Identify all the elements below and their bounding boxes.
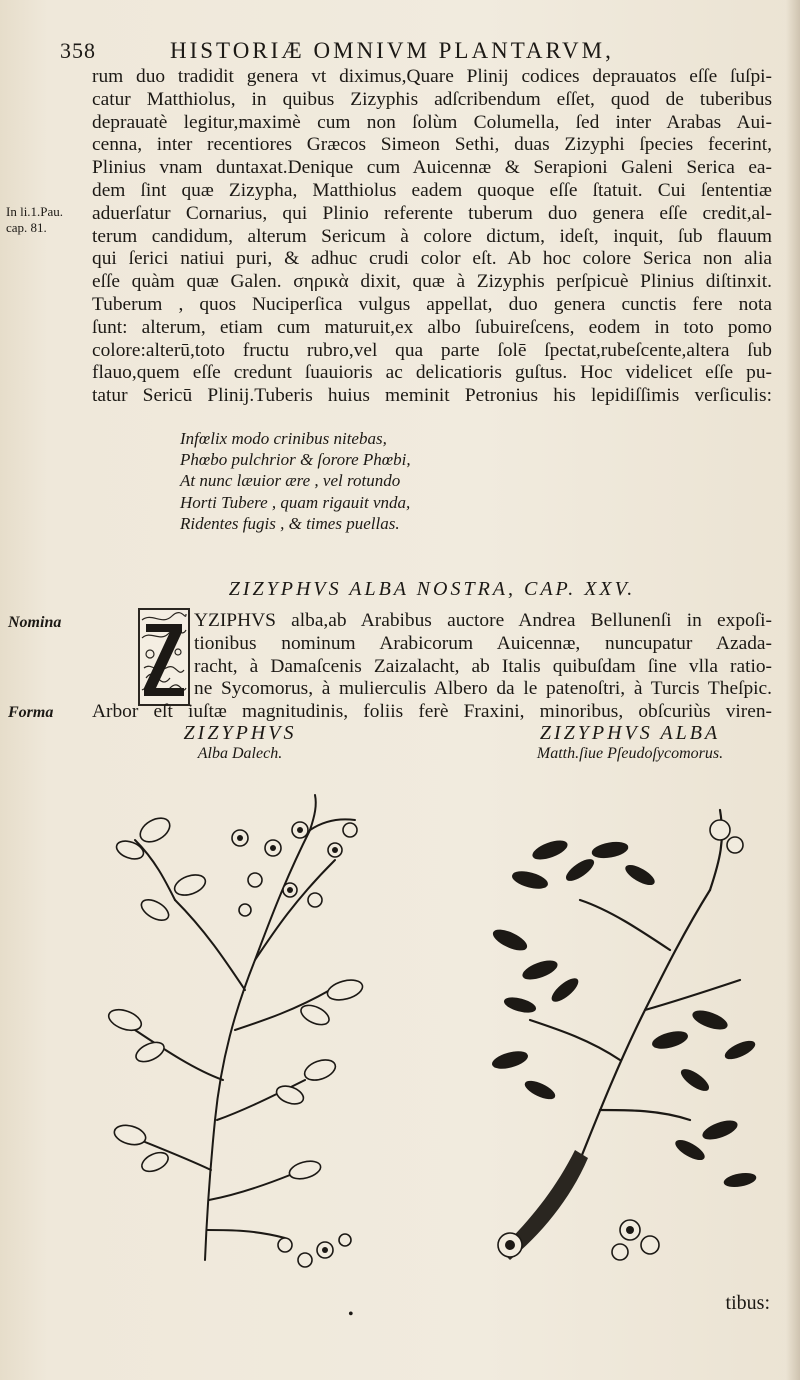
- verse-line: Infœlix modo crinibus nitebas,: [180, 429, 387, 448]
- text-line: terum candidum, alterum Sericum à colore dictum, ideſt, inquit, ſub flauum: [92, 225, 772, 247]
- catchword: tibus:: [725, 1292, 770, 1314]
- text-line: Tuberum , quos Nuciperſica vulgus appellat, duo genera cunctis fere nota: [92, 293, 772, 315]
- text-line: dem ſint quæ Zizypha, Matthiolus eadem quoque eſſe ſtatuit. Cui ſententiæ: [92, 179, 772, 201]
- text-line: tatur Sericū Plinij.Tuberis huius meminit Petronius his lepidiſſimis verſiculis:: [92, 385, 772, 407]
- verse-line: Ridentes fugis , & times puellas.: [180, 513, 400, 533]
- margin-label-nomina: Nomina: [8, 614, 62, 631]
- text-line: colore:alterū,toto fructu rubro,vel qua parte ſolē ſpectat,rubeſcente,altera ſub: [92, 339, 772, 361]
- verse-line: Phœbo pulchrior & ſorore Phœbi,: [180, 450, 411, 470]
- margin-label-forma: Forma: [8, 704, 54, 721]
- margin-citation-line: cap. 81.: [6, 220, 47, 235]
- figure-subtitle: Alba Dalech.: [197, 745, 283, 762]
- page-edge-shadow: [786, 0, 800, 1380]
- text-line: cenna, inter recentiores Græcos Simeon Sethi, duas Zizyphi ſpecies fecerint,: [92, 134, 772, 156]
- center-mark: •: [348, 1306, 354, 1323]
- text-line: catur Matthiolus, in quibus Zizyphis adſcribendum eſſet, quod de tuberibus: [92, 88, 772, 110]
- verse-block: [180, 428, 411, 534]
- main-paragraph: [92, 66, 772, 408]
- woodcut-illustration-left: [95, 790, 395, 1270]
- figure-caption-right: [480, 722, 780, 763]
- text-line: qui ſerici natiui puri, & adhuc crudi color eſt. Ab hoc colore Serica non alia: [92, 248, 772, 270]
- text-line: tionibus nominum Arabicorum Auicennæ, nuncupatur Azada-: [194, 632, 772, 654]
- chapter-paragraph: [92, 610, 772, 724]
- figure-title: ZIZYPHVS ALBA: [539, 722, 721, 744]
- margin-citation-line: In li.1.Pau.: [6, 204, 64, 219]
- chapter-title: ZIZYPHVS ALBA NOSTRA, CAP. XXV.: [228, 578, 636, 600]
- running-title: HISTORIÆ OMNIVM PLANTARVM,: [170, 38, 614, 63]
- text-line: racht, à Damaſcenis Zaizalacht, ab Italis quibuſdam ſine vlla ratio-: [194, 655, 772, 677]
- text-line: Plinius vnam duntaxat.Denique cum Auicennæ & Serapioni Galeni Serica ea-: [92, 157, 772, 179]
- woodcut-illustration-right: [470, 790, 770, 1270]
- text-line: ſunt: alterum, etiam cum maturuit,ex albo ſubuireſcens, eodem in toto pomo: [92, 316, 772, 338]
- text-line: deprauatè legitur,maximè cum non ſolùm Columella, ſed inter Arabas Aui-: [92, 111, 772, 133]
- figure-title: ZIZYPHVS: [183, 722, 297, 744]
- text-line: YZIPHVS alba,ab Arabibus auctore Andrea Bellunenſi in expoſi-: [194, 610, 772, 631]
- figure-caption-left: [120, 722, 360, 763]
- margin-citation: [6, 204, 63, 236]
- figure-subtitle: Matth.ſiue Pſeudoſycomorus.: [536, 745, 724, 762]
- text-line: flauo,quem eſſe credunt ſuauioris ac delicatioris guſtus. Hoc videlicet eſſe pu-: [92, 362, 772, 384]
- text-line: rum duo tradidit genera vt diximus,Quare Plinij codices deprauatos eſſe ſuſpi-: [92, 66, 772, 87]
- text-line: Arbor eſt iuſtæ magnitudinis, foliis ferè Fraxini, minoribus, obſcuriùs viren-: [92, 701, 772, 723]
- text-line: aduerſatur Cornarius, qui Plinio referente tuberum duo genera eſſe credit,al-: [92, 202, 772, 224]
- running-header: [60, 38, 760, 68]
- text-line: eſſe quàm quæ Galen. σηρικὰ dixit, quæ à Zizyphis perſpicuè Plinius diſtinxit.: [92, 271, 772, 293]
- verse-line: Horti Tubere , quam rigauit vnda,: [180, 492, 411, 512]
- verse-line: At nunc læuior ære , vel rotundo: [180, 471, 401, 491]
- text-line: ne Sycomorus, à mulierculis Albero da le patenoſtri, à Turcis Theſpic.: [194, 678, 772, 700]
- page-number: 358: [60, 38, 96, 63]
